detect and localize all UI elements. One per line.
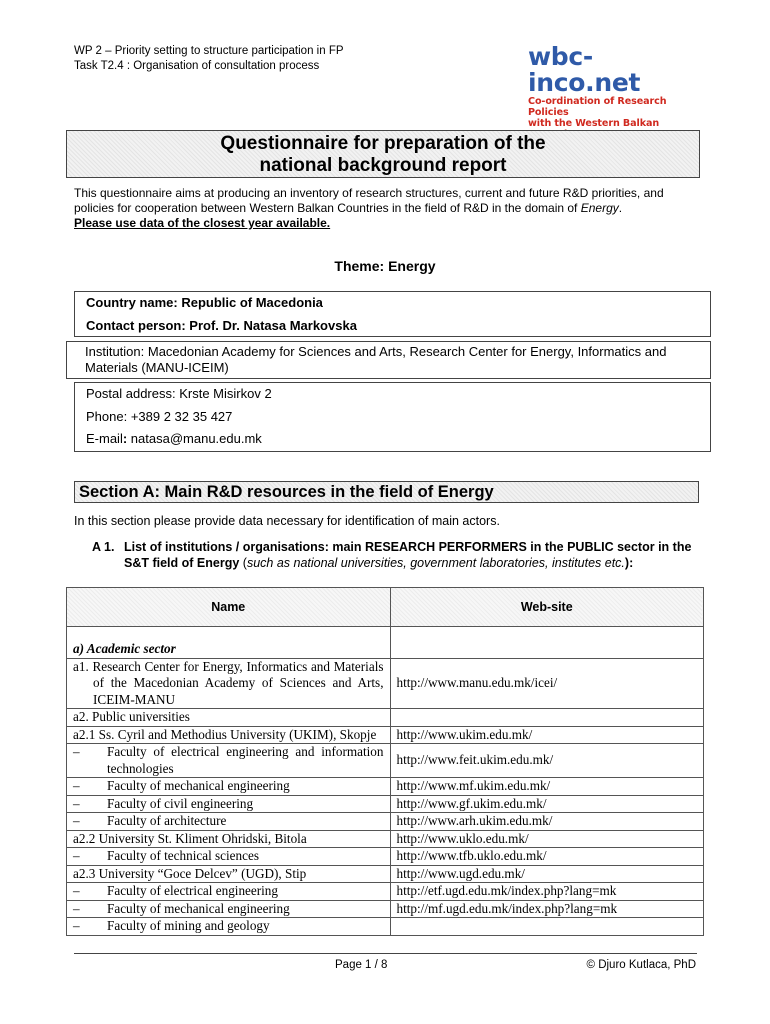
dash-bullet: – xyxy=(73,900,80,916)
email-line xyxy=(86,431,262,447)
dash-bullet: – xyxy=(73,778,80,793)
page-number: Page 1 / 8 xyxy=(335,959,388,971)
logo-tagline-2: with the Western Balkan xyxy=(528,118,660,129)
table-cell xyxy=(67,865,391,883)
table-cell xyxy=(67,918,391,936)
website-link[interactable]: http://www.ukim.edu.mk/ xyxy=(396,726,533,742)
footer-copyright: © Djuro Kutlaca, PhD xyxy=(586,959,696,971)
intro-period: . xyxy=(618,201,623,215)
website-link[interactable]: http://www.uklo.edu.mk/ xyxy=(396,830,529,846)
intro-note: Please use data of the closest year available. xyxy=(74,216,331,230)
question-a1 xyxy=(92,539,704,571)
question-a1-close: ): xyxy=(624,556,634,570)
theme-heading: Theme: Energy xyxy=(334,258,436,274)
table-cell xyxy=(390,744,704,778)
address-box xyxy=(74,382,711,452)
table-cell xyxy=(67,627,391,659)
question-a1-open: ( xyxy=(239,556,247,570)
questionnaire-title-box xyxy=(66,130,700,178)
logo-tagline-1: Co-ordination of Research Policies xyxy=(528,96,667,118)
table-row xyxy=(67,865,704,883)
institution-name: a2. Public universities xyxy=(73,709,190,724)
table-cell xyxy=(67,830,391,848)
logo-suffix: -inco.net xyxy=(528,42,641,97)
table-cell xyxy=(67,778,391,796)
table-row xyxy=(67,658,704,709)
phone-number: Phone: +389 2 32 35 427 xyxy=(86,409,233,424)
website-link[interactable]: http://www.gf.ukim.edu.mk/ xyxy=(396,795,547,811)
institution-name: Faculty of architecture xyxy=(107,813,227,828)
page-title-line-1: Questionnaire for preparation of the xyxy=(220,133,546,154)
website-link[interactable]: http://www.feit.ukim.edu.mk/ xyxy=(396,752,554,768)
table-row xyxy=(67,627,704,659)
section-a-heading-box xyxy=(74,481,699,503)
question-a1-text xyxy=(92,539,704,571)
website-link[interactable]: http://etf.ugd.edu.mk/index.php?lang=mk xyxy=(396,883,617,898)
website-link[interactable]: http://www.manu.edu.mk/icei/ xyxy=(396,675,558,690)
institution-name: a2.2 University St. Kliment Ohridski, Bitola xyxy=(73,830,307,846)
table-row xyxy=(67,918,704,936)
intro-paragraph xyxy=(74,186,704,231)
table-row xyxy=(67,830,704,848)
table-cell xyxy=(67,900,391,918)
table-cell xyxy=(67,709,391,727)
header-task-line: Task T2.4 : Organisation of consultation process xyxy=(74,60,320,72)
institution-name: a2.1 Ss. Cyril and Methodius University (UKIM), Skopje xyxy=(73,726,377,742)
table-cell xyxy=(67,848,391,866)
dash-bullet: – xyxy=(73,883,80,898)
section-a-title: Section A: Main R&D resources in the field of Energy xyxy=(79,483,494,501)
footer-divider xyxy=(74,953,697,954)
table-row xyxy=(67,900,704,918)
table-cell xyxy=(390,830,704,848)
institution-name: Faculty of mining and geology xyxy=(107,918,270,933)
table-row xyxy=(67,813,704,831)
table-row xyxy=(67,744,704,778)
table-cell xyxy=(67,726,391,744)
institution-name: Faculty of civil engineering xyxy=(107,795,254,811)
table-row xyxy=(67,795,704,813)
table-cell xyxy=(390,709,704,727)
institution-name: Faculty of mechanical engineering xyxy=(107,778,290,793)
email-colon: : xyxy=(122,431,128,446)
institution-name: Faculty of mechanical engineering xyxy=(107,900,290,916)
logo-prefix: wbc xyxy=(528,42,583,71)
website-link[interactable]: http://www.mf.ukim.edu.mk/ xyxy=(396,778,551,793)
dash-bullet: – xyxy=(73,744,80,759)
table-cell xyxy=(67,813,391,831)
institution-name: Faculty of electrical engineering xyxy=(107,883,278,898)
table-row xyxy=(67,726,704,744)
table-cell xyxy=(390,627,704,659)
institution-box xyxy=(66,341,711,379)
website-link[interactable]: http://www.ugd.edu.mk/ xyxy=(396,865,525,881)
dash-bullet: – xyxy=(73,795,80,811)
country-name: Country name: Republic of Macedonia xyxy=(86,295,323,310)
table-cell xyxy=(390,813,704,831)
table-cell xyxy=(67,744,391,778)
institution-name: a1. Research Center for Energy, Informatics and Materials of the Macedonian Academy of Sciences and Arts, ICEIM-MANU xyxy=(73,658,384,707)
table-cell xyxy=(390,848,704,866)
table-cell xyxy=(390,726,704,744)
table-cell xyxy=(390,658,704,709)
table-cell xyxy=(390,795,704,813)
question-a1-number: A 1. xyxy=(92,540,115,554)
contact-person: Contact person: Prof. Dr. Natasa Markovska xyxy=(86,318,357,333)
table-cell xyxy=(67,795,391,813)
table-cell xyxy=(67,658,391,709)
website-link[interactable]: http://www.arh.ukim.edu.mk/ xyxy=(396,813,553,828)
academic-sector-label: a) Academic sector xyxy=(73,641,176,656)
intro-domain: Energy xyxy=(580,201,619,215)
table-row xyxy=(67,883,704,901)
header-project-line: WP 2 – Priority setting to structure participation in FP xyxy=(74,45,344,57)
institutions-table xyxy=(66,587,704,936)
website-link[interactable]: http://mf.ugd.edu.mk/index.php?lang=mk xyxy=(396,900,618,916)
dash-bullet: – xyxy=(73,848,80,863)
table-row xyxy=(67,778,704,796)
institution-name: a2.3 University “Goce Delcev” (UGD), Stip xyxy=(73,865,307,881)
institution-name: Faculty of technical sciences xyxy=(107,848,259,863)
postal-address: Postal address: Krste Misirkov 2 xyxy=(86,386,272,401)
column-header-name: Name xyxy=(67,588,391,627)
website-link[interactable]: http://www.tfb.uklo.edu.mk/ xyxy=(396,848,547,863)
table-row xyxy=(67,848,704,866)
table-cell xyxy=(390,865,704,883)
table-cell xyxy=(390,918,704,936)
institution-name: Faculty of electrical engineering and information technologies xyxy=(107,744,384,776)
page-title-line-2: national background report xyxy=(259,155,507,176)
table-row xyxy=(67,709,704,727)
logo-wordmark xyxy=(528,44,698,96)
intro-text: This questionnaire aims at producing an inventory of research structures, current and future R&D priorities, and policies for cooperation between Western Balkan Countries in the field of R&D in the domain of xyxy=(74,186,664,215)
question-a1-italic: such as national universities, government laboratories, institutes etc. xyxy=(246,556,625,570)
section-a-intro: In this section please provide data necessary for identification of main actors. xyxy=(74,514,500,528)
country-contact-box xyxy=(74,291,711,337)
table-header-row xyxy=(67,588,704,627)
dash-bullet: – xyxy=(73,813,80,828)
column-header-website: Web-site xyxy=(390,588,704,627)
table-cell xyxy=(390,883,704,901)
question-a1-bold: List of institutions / organisations: main RESEARCH PERFORMERS in the PUBLIC sector in the S&T field of Energy xyxy=(124,540,692,570)
dash-bullet: – xyxy=(73,918,80,933)
table-cell xyxy=(67,883,391,901)
email-label: E-mail xyxy=(86,431,123,446)
email-address: natasa@manu.edu.mk xyxy=(127,431,262,446)
table-cell xyxy=(390,900,704,918)
institution-name: Institution: Macedonian Academy for Sciences and Arts, Research Center for Energy, Informatics and Materials (MANU-ICEIM) xyxy=(85,344,667,375)
table-cell xyxy=(390,778,704,796)
